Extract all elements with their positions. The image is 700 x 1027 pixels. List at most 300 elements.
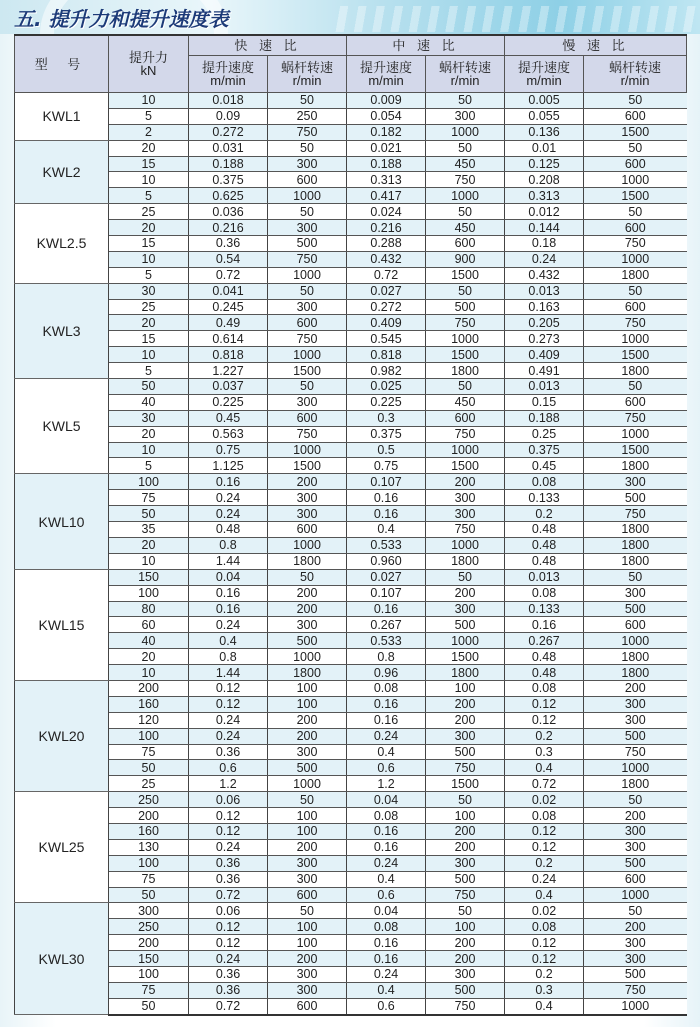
slow-rpm-cell: 1000	[584, 760, 687, 776]
medium-rpm-cell: 100	[426, 919, 505, 935]
slow-rpm-cell: 300	[584, 696, 687, 712]
medium-speed-cell: 0.16	[347, 951, 426, 967]
slow-rpm-cell: 600	[584, 299, 687, 315]
model-name-cell: KWL2.5	[15, 204, 109, 283]
medium-rpm-cell: 1500	[426, 776, 505, 792]
table-row	[15, 124, 687, 140]
model-name-cell: KWL2	[15, 140, 109, 204]
table-row	[15, 855, 687, 871]
medium-speed-cell: 0.027	[347, 283, 426, 299]
force-cell: 20	[109, 220, 189, 236]
medium-rpm-cell: 900	[426, 251, 505, 267]
fast-speed-cell: 0.24	[189, 490, 268, 506]
speed-unit: m/min	[368, 73, 404, 88]
fast-speed-cell: 0.12	[189, 680, 268, 696]
slow-speed-cell: 0.24	[505, 871, 584, 887]
slow-speed-cell: 0.48	[505, 649, 584, 665]
fast-speed-cell: 0.36	[189, 966, 268, 982]
medium-rpm-cell: 750	[426, 760, 505, 776]
slow-speed-cell: 0.013	[505, 569, 584, 585]
table-row	[15, 490, 687, 506]
force-cell: 50	[109, 379, 189, 395]
slow-speed-cell: 0.12	[505, 951, 584, 967]
force-cell: 40	[109, 394, 189, 410]
medium-speed-cell: 0.960	[347, 553, 426, 569]
slow-rpm-cell: 1800	[584, 649, 687, 665]
medium-rpm-cell: 600	[426, 236, 505, 252]
fast-speed-cell: 0.8	[189, 649, 268, 665]
rpm-unit: r/min	[450, 73, 480, 88]
fast-speed-cell: 0.24	[189, 951, 268, 967]
fast-rpm-cell: 300	[268, 966, 347, 982]
slow-speed-cell: 0.02	[505, 792, 584, 808]
medium-speed-cell: 1.2	[347, 776, 426, 792]
fast-speed-cell: 0.06	[189, 903, 268, 919]
medium-speed-cell: 0.04	[347, 792, 426, 808]
table-row	[15, 569, 687, 585]
medium-rpm-cell: 200	[426, 712, 505, 728]
table-row	[15, 951, 687, 967]
slow-speed-cell: 0.205	[505, 315, 584, 331]
fast-speed-cell: 0.188	[189, 156, 268, 172]
slow-rpm-cell: 50	[584, 569, 687, 585]
slow-rpm-cell: 1500	[584, 188, 687, 204]
fast-rpm-cell: 50	[268, 204, 347, 220]
fast-rpm-cell: 1000	[268, 267, 347, 283]
medium-speed-cell: 0.024	[347, 204, 426, 220]
fast-rpm-cell: 50	[268, 569, 347, 585]
fast-rpm-cell: 1000	[268, 442, 347, 458]
medium-speed-cell: 0.08	[347, 919, 426, 935]
medium-speed-cell: 0.545	[347, 331, 426, 347]
force-cell: 10	[109, 251, 189, 267]
slow-speed-cell: 0.133	[505, 601, 584, 617]
medium-speed-cell: 0.4	[347, 522, 426, 538]
fast-speed-cell: 0.54	[189, 251, 268, 267]
force-cell: 5	[109, 267, 189, 283]
fast-speed-cell: 0.24	[189, 728, 268, 744]
fast-speed-cell: 0.16	[189, 601, 268, 617]
slow-speed-cell: 0.005	[505, 93, 584, 109]
slow-speed-cell: 0.15	[505, 394, 584, 410]
medium-rpm-cell: 500	[426, 617, 505, 633]
fast-speed-cell: 0.72	[189, 998, 268, 1014]
medium-rpm-cell: 1000	[426, 633, 505, 649]
medium-rpm-cell: 1800	[426, 363, 505, 379]
force-cell: 75	[109, 982, 189, 998]
medium-speed-cell: 0.533	[347, 633, 426, 649]
table-row	[15, 347, 687, 363]
fast-speed-header	[189, 56, 268, 93]
medium-speed-cell: 0.08	[347, 680, 426, 696]
slow-speed-cell: 0.133	[505, 490, 584, 506]
fast-rpm-cell: 600	[268, 522, 347, 538]
page-title: 五. 提升力和提升速度表	[14, 7, 229, 31]
medium-speed-cell: 0.72	[347, 267, 426, 283]
medium-speed-cell: 0.96	[347, 665, 426, 681]
force-cell: 200	[109, 808, 189, 824]
table-row	[15, 93, 687, 109]
force-cell: 5	[109, 363, 189, 379]
medium-speed-cell: 0.272	[347, 299, 426, 315]
force-cell: 10	[109, 172, 189, 188]
medium-rpm-cell: 200	[426, 585, 505, 601]
lifting-force-speed-table	[14, 34, 687, 1016]
medium-speed-cell: 0.818	[347, 347, 426, 363]
fast-speed-cell: 1.227	[189, 363, 268, 379]
medium-rpm-cell: 200	[426, 839, 505, 855]
table-row	[15, 236, 687, 252]
slow-rpm-cell: 300	[584, 585, 687, 601]
table-row	[15, 998, 687, 1014]
force-cell: 75	[109, 490, 189, 506]
fast-rpm-cell: 300	[268, 982, 347, 998]
table-row	[15, 553, 687, 569]
medium-rpm-cell: 50	[426, 792, 505, 808]
slow-rpm-cell: 1800	[584, 522, 687, 538]
force-cell: 200	[109, 935, 189, 951]
medium-speed-cell: 0.009	[347, 93, 426, 109]
slow-rpm-cell: 500	[584, 728, 687, 744]
fast-rpm-cell: 1000	[268, 537, 347, 553]
slow-speed-cell: 0.375	[505, 442, 584, 458]
table-row	[15, 728, 687, 744]
medium-rpm-cell: 750	[426, 887, 505, 903]
slow-speed-cell: 0.12	[505, 823, 584, 839]
medium-rpm-cell: 300	[426, 490, 505, 506]
fast-speed-cell: 0.75	[189, 442, 268, 458]
fast-speed-cell: 0.031	[189, 140, 268, 156]
slow-rpm-cell: 50	[584, 204, 687, 220]
slow-speed-cell: 0.01	[505, 140, 584, 156]
table-row	[15, 649, 687, 665]
force-cell: 20	[109, 315, 189, 331]
medium-speed-cell: 0.16	[347, 696, 426, 712]
slow-speed-cell: 0.163	[505, 299, 584, 315]
table-row	[15, 379, 687, 395]
fast-rpm-cell: 1500	[268, 458, 347, 474]
medium-rpm-cell: 450	[426, 394, 505, 410]
force-cell: 100	[109, 966, 189, 982]
fast-speed-cell: 0.24	[189, 839, 268, 855]
table-row	[15, 426, 687, 442]
fast-rpm-cell: 750	[268, 251, 347, 267]
table-row	[15, 251, 687, 267]
model-name-cell: KWL1	[15, 93, 109, 141]
slow-rpm-cell: 50	[584, 903, 687, 919]
slow-rpm-cell: 1800	[584, 363, 687, 379]
fast-rpm-header	[268, 56, 347, 93]
fast-speed-cell: 1.44	[189, 553, 268, 569]
fast-rpm-cell: 100	[268, 680, 347, 696]
medium-speed-cell: 0.3	[347, 410, 426, 426]
slow-rpm-cell: 200	[584, 680, 687, 696]
model-name-cell: KWL5	[15, 379, 109, 474]
table-row	[15, 823, 687, 839]
medium-speed-cell: 0.24	[347, 855, 426, 871]
table-row	[15, 267, 687, 283]
slow-speed-cell: 0.125	[505, 156, 584, 172]
fast-rpm-cell: 750	[268, 426, 347, 442]
fast-rpm-cell: 500	[268, 633, 347, 649]
medium-rpm-cell: 50	[426, 283, 505, 299]
model-name-cell: KWL15	[15, 569, 109, 680]
medium-rpm-cell: 1000	[426, 442, 505, 458]
table-row	[15, 474, 687, 490]
fast-speed-cell: 0.614	[189, 331, 268, 347]
fast-speed-cell: 0.818	[189, 347, 268, 363]
table-row	[15, 903, 687, 919]
slow-speed-cell: 0.208	[505, 172, 584, 188]
medium-speed-cell: 0.107	[347, 585, 426, 601]
medium-rpm-cell: 50	[426, 140, 505, 156]
medium-speed-cell: 0.8	[347, 649, 426, 665]
force-cell: 160	[109, 696, 189, 712]
fast-rpm-cell: 600	[268, 887, 347, 903]
table-row	[15, 394, 687, 410]
fast-rpm-cell: 200	[268, 728, 347, 744]
fast-rpm-cell: 500	[268, 760, 347, 776]
force-cell: 25	[109, 204, 189, 220]
force-cell: 15	[109, 236, 189, 252]
medium-speed-cell: 0.16	[347, 601, 426, 617]
slow-rpm-cell: 300	[584, 951, 687, 967]
fast-speed-cell: 0.375	[189, 172, 268, 188]
fast-rpm-cell: 100	[268, 935, 347, 951]
medium-rpm-cell: 750	[426, 522, 505, 538]
medium-rpm-cell: 750	[426, 172, 505, 188]
slow-speed-cell: 0.45	[505, 458, 584, 474]
table-row	[15, 887, 687, 903]
slow-speed-cell: 0.48	[505, 553, 584, 569]
medium-speed-cell: 0.16	[347, 935, 426, 951]
slow-rpm-cell: 300	[584, 823, 687, 839]
slow-rpm-cell: 600	[584, 394, 687, 410]
force-cell: 75	[109, 871, 189, 887]
fast-rpm-cell: 50	[268, 93, 347, 109]
force-cell: 30	[109, 283, 189, 299]
model-column-header: 型 号	[15, 35, 109, 93]
force-cell: 60	[109, 617, 189, 633]
force-cell: 160	[109, 823, 189, 839]
table-row	[15, 696, 687, 712]
force-cell: 20	[109, 426, 189, 442]
table-row	[15, 537, 687, 553]
slow-speed-cell: 0.144	[505, 220, 584, 236]
fast-rpm-cell: 200	[268, 585, 347, 601]
slow-rpm-cell: 50	[584, 93, 687, 109]
fast-speed-cell: 0.16	[189, 474, 268, 490]
force-cell: 5	[109, 458, 189, 474]
fast-rpm-cell: 1800	[268, 665, 347, 681]
medium-speed-cell: 0.08	[347, 808, 426, 824]
table-row	[15, 363, 687, 379]
slow-speed-cell: 0.08	[505, 680, 584, 696]
force-cell: 20	[109, 649, 189, 665]
fast-speed-cell: 0.4	[189, 633, 268, 649]
medium-rpm-cell: 300	[426, 601, 505, 617]
slow-rpm-cell: 1000	[584, 172, 687, 188]
table-row	[15, 808, 687, 824]
fast-rpm-cell: 300	[268, 220, 347, 236]
fast-rpm-cell: 600	[268, 172, 347, 188]
slow-speed-cell: 0.3	[505, 744, 584, 760]
force-cell: 25	[109, 299, 189, 315]
table-row	[15, 712, 687, 728]
slow-speed-cell: 0.491	[505, 363, 584, 379]
fast-speed-cell: 0.36	[189, 855, 268, 871]
slow-rpm-cell: 300	[584, 935, 687, 951]
slow-rpm-cell: 750	[584, 506, 687, 522]
medium-rpm-cell: 100	[426, 808, 505, 824]
slow-rpm-cell: 1000	[584, 331, 687, 347]
medium-speed-cell: 0.375	[347, 426, 426, 442]
medium-rpm-cell: 1000	[426, 331, 505, 347]
slow-speed-cell: 0.267	[505, 633, 584, 649]
slow-speed-cell: 0.72	[505, 776, 584, 792]
table-row	[15, 172, 687, 188]
force-cell: 50	[109, 887, 189, 903]
table-row	[15, 442, 687, 458]
fast-speed-cell: 0.48	[189, 522, 268, 538]
fast-rpm-cell: 250	[268, 108, 347, 124]
speed-label: 提升速度	[201, 60, 254, 75]
medium-rpm-cell: 1800	[426, 665, 505, 681]
medium-rpm-cell: 750	[426, 315, 505, 331]
medium-speed-cell: 0.267	[347, 617, 426, 633]
medium-speed-cell: 0.24	[347, 966, 426, 982]
fast-ratio-group-header: 快 速 比	[189, 35, 347, 56]
rpm-label: 蜗杆转速	[609, 60, 662, 75]
table-body	[15, 93, 687, 1015]
fast-speed-cell: 0.72	[189, 267, 268, 283]
table-row	[15, 760, 687, 776]
medium-ratio-group-header: 中 速 比	[347, 35, 505, 56]
medium-rpm-cell: 1500	[426, 267, 505, 283]
slow-rpm-cell: 300	[584, 839, 687, 855]
slow-speed-cell: 0.12	[505, 712, 584, 728]
medium-speed-cell: 0.107	[347, 474, 426, 490]
table-row	[15, 617, 687, 633]
slow-speed-cell: 0.02	[505, 903, 584, 919]
fast-speed-cell: 1.44	[189, 665, 268, 681]
medium-rpm-cell: 200	[426, 951, 505, 967]
force-cell: 250	[109, 919, 189, 935]
slow-speed-cell: 0.08	[505, 474, 584, 490]
fast-speed-cell: 1.2	[189, 776, 268, 792]
medium-rpm-cell: 1500	[426, 649, 505, 665]
slow-rpm-cell: 50	[584, 792, 687, 808]
fast-rpm-cell: 750	[268, 124, 347, 140]
fast-speed-cell: 0.225	[189, 394, 268, 410]
fast-rpm-cell: 50	[268, 792, 347, 808]
force-cell: 20	[109, 140, 189, 156]
table-row	[15, 680, 687, 696]
force-cell: 50	[109, 760, 189, 776]
force-cell: 150	[109, 951, 189, 967]
medium-speed-cell: 0.182	[347, 124, 426, 140]
slow-rpm-cell: 1000	[584, 998, 687, 1014]
fast-speed-cell: 0.09	[189, 108, 268, 124]
fast-rpm-cell: 200	[268, 474, 347, 490]
fast-speed-cell: 0.36	[189, 871, 268, 887]
slow-rpm-cell: 300	[584, 474, 687, 490]
model-name-cell: KWL3	[15, 283, 109, 378]
table-row	[15, 839, 687, 855]
fast-rpm-cell: 300	[268, 871, 347, 887]
force-cell: 10	[109, 442, 189, 458]
medium-rpm-cell: 50	[426, 93, 505, 109]
force-cell: 100	[109, 474, 189, 490]
slow-speed-cell: 0.48	[505, 665, 584, 681]
fast-rpm-cell: 1000	[268, 188, 347, 204]
speed-label: 提升速度	[518, 60, 571, 75]
slow-rpm-cell: 1000	[584, 426, 687, 442]
table-row	[15, 220, 687, 236]
slow-speed-cell: 0.12	[505, 696, 584, 712]
force-cell: 5	[109, 108, 189, 124]
force-cell: 200	[109, 680, 189, 696]
medium-speed-cell: 0.5	[347, 442, 426, 458]
fast-speed-cell: 0.8	[189, 537, 268, 553]
slow-rpm-cell: 750	[584, 236, 687, 252]
fast-speed-cell: 0.12	[189, 823, 268, 839]
medium-rpm-cell: 300	[426, 506, 505, 522]
fast-speed-cell: 0.625	[189, 188, 268, 204]
medium-rpm-cell: 500	[426, 744, 505, 760]
medium-speed-cell: 0.432	[347, 251, 426, 267]
banner-stripe-decoration	[330, 6, 700, 32]
fast-rpm-cell: 100	[268, 808, 347, 824]
slow-rpm-cell: 750	[584, 744, 687, 760]
slow-speed-cell: 0.136	[505, 124, 584, 140]
fast-rpm-cell: 100	[268, 823, 347, 839]
fast-speed-cell: 0.04	[189, 569, 268, 585]
fast-speed-cell: 0.037	[189, 379, 268, 395]
table-row	[15, 585, 687, 601]
medium-speed-cell: 0.216	[347, 220, 426, 236]
medium-speed-header	[347, 56, 426, 93]
medium-speed-cell: 0.409	[347, 315, 426, 331]
force-cell: 10	[109, 665, 189, 681]
slow-rpm-cell: 750	[584, 982, 687, 998]
slow-rpm-cell: 1800	[584, 458, 687, 474]
medium-speed-cell: 0.6	[347, 760, 426, 776]
fast-rpm-cell: 300	[268, 855, 347, 871]
fast-speed-cell: 0.6	[189, 760, 268, 776]
slow-speed-cell: 0.2	[505, 728, 584, 744]
slow-speed-cell: 0.3	[505, 982, 584, 998]
force-cell: 130	[109, 839, 189, 855]
medium-rpm-cell: 600	[426, 410, 505, 426]
medium-rpm-cell: 200	[426, 474, 505, 490]
slow-rpm-cell: 600	[584, 871, 687, 887]
force-cell: 30	[109, 410, 189, 426]
rpm-label: 蜗杆转速	[439, 60, 492, 75]
fast-rpm-cell: 50	[268, 379, 347, 395]
table-row	[15, 633, 687, 649]
medium-rpm-cell: 50	[426, 569, 505, 585]
slow-speed-cell: 0.4	[505, 887, 584, 903]
slow-rpm-cell: 300	[584, 712, 687, 728]
table-row	[15, 744, 687, 760]
slow-speed-cell: 0.013	[505, 283, 584, 299]
rpm-label: 蜗杆转速	[281, 60, 334, 75]
medium-rpm-cell: 500	[426, 982, 505, 998]
fast-rpm-cell: 300	[268, 156, 347, 172]
table-row	[15, 506, 687, 522]
slow-speed-cell: 0.313	[505, 188, 584, 204]
